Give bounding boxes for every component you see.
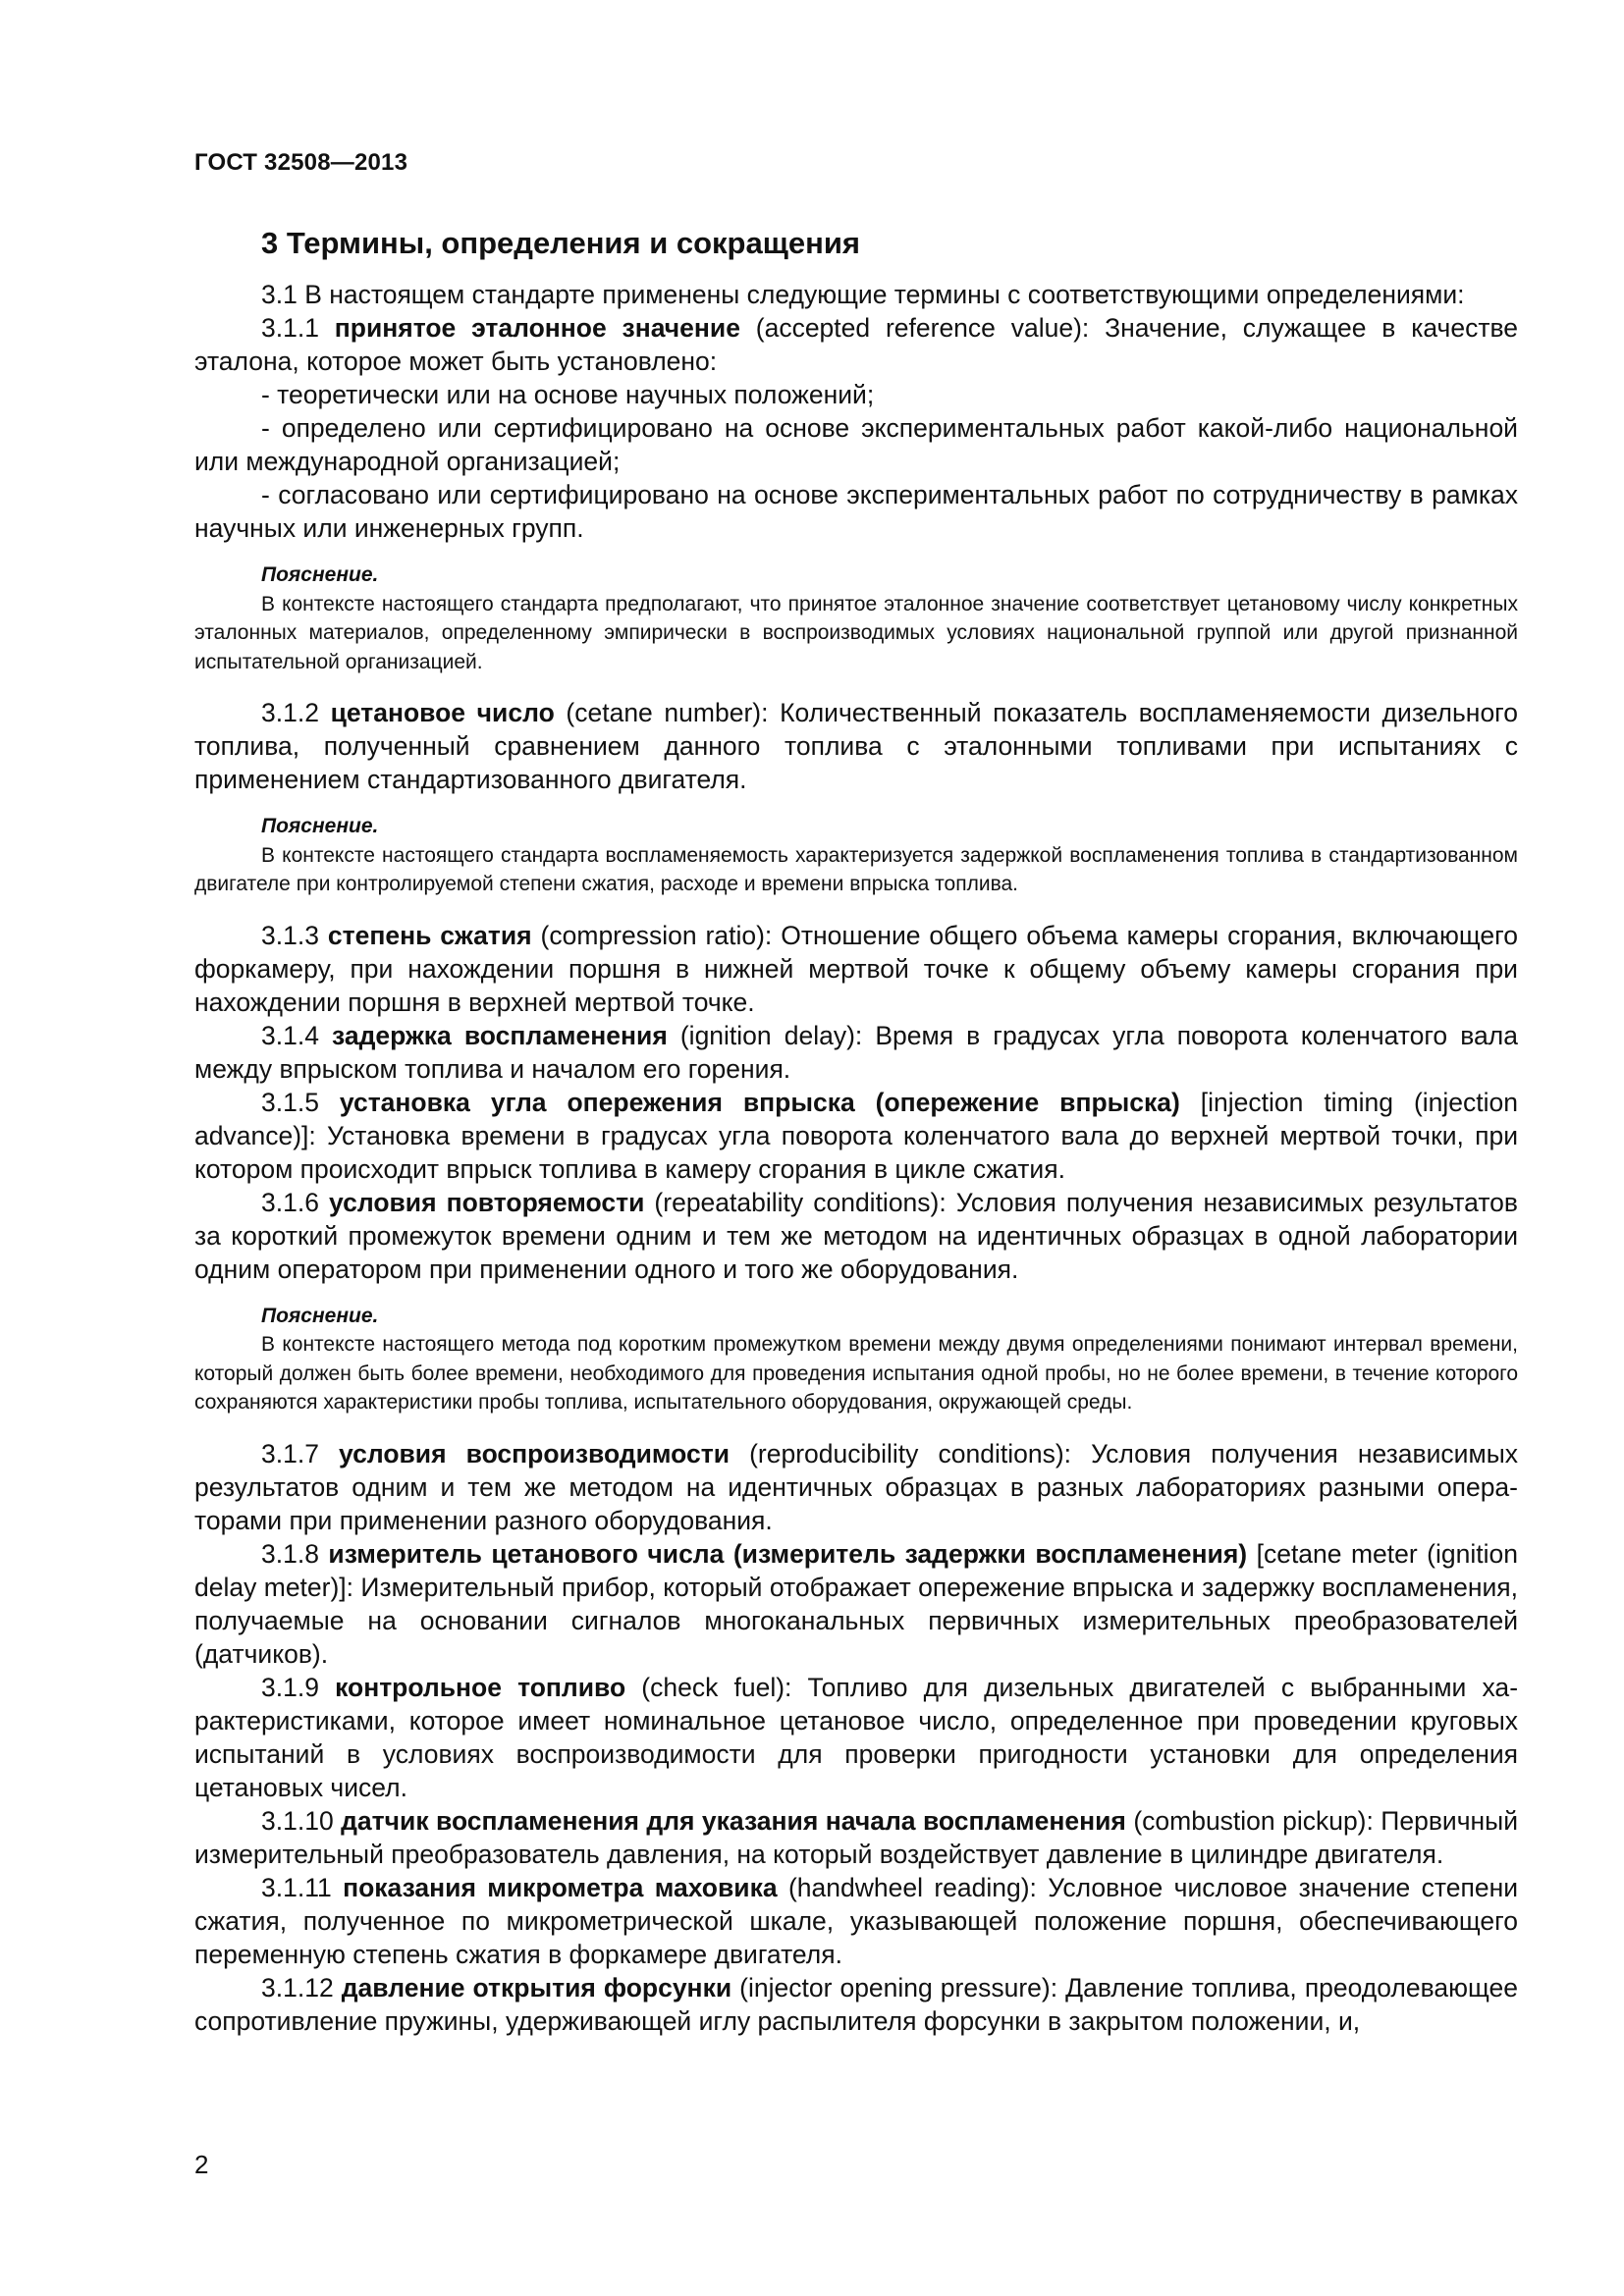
term-3-1-1	[194, 311, 1518, 378]
term-name: принятое эталонное значение	[334, 313, 740, 343]
list-item: - теоретически или на основе научных положений;	[261, 380, 875, 409]
note-2	[194, 812, 1518, 899]
term-definition: (combustion pickup): Первичный измерительный преобразователь давления, на который воздействует давление в цилиндре двигателя.	[194, 1805, 1518, 1869]
note-text: В контексте настоящего стандарта воспламеняемость характеризуется задержкой воспламенения топлива в стандартизованном двигателе при контролируемой степени сжатия, расходе и времени впрыска топлива.	[194, 843, 1518, 895]
term-name: установка угла опережения впрыска (опережение впрыска)	[339, 1087, 1180, 1117]
term-number: 3.1.8	[261, 1538, 329, 1569]
note-3	[194, 1302, 1518, 1417]
term-number: 3.1.4	[261, 1020, 333, 1050]
term-definition: (cetane number): Количественный показатель воспламеняемости дизельного топлива, полученный сравнением данного топлива с эталонными топливами при испытаниях с применением стандартизованного двигателя.	[194, 698, 1518, 794]
term-definition: (compression ratio): Отношение общего объема камеры сгорания, включающего форкамеру, при нахождении поршня в нижней мертвой точке к общему объему камеры сгорания при нахождении поршня в верхней мертвой точке.	[194, 920, 1518, 1017]
term-3-1-10	[194, 1804, 1518, 1871]
term-number: 3.1.7	[261, 1438, 340, 1468]
term-definition: [injection timing (injection advance)]: Установка времени в градусах угла поворота коленчатого вала до верхней мертвой точки, при котором происходит впрыск топлива в камеру сгорания в цикле сжатия.	[194, 1087, 1519, 1184]
term-number: 3.1.10	[261, 1805, 342, 1836]
page-number: 2	[194, 2150, 209, 2179]
intro-paragraph: 3.1 В настоящем стандарте применены следующие термины с соответствующими определениями:	[261, 280, 1465, 309]
term-name: измеритель цетанового числа (измеритель задержки воспламенения)	[328, 1538, 1248, 1569]
term-definition: (injector opening pressure): Давление топлива, преодолевающее сопротивление пружины, удерживающей иглу распылителя форсунки в закрытом положении, и,	[194, 1972, 1518, 2036]
note-1	[194, 561, 1518, 676]
term-name: задержка воспламенения	[332, 1020, 668, 1050]
term-3-1-3	[194, 919, 1518, 1019]
note-heading: Пояснение.	[261, 815, 379, 837]
term-definition: (check fuel): Топливо для дизельных двигателей с выбранными характеристиками, которое имеет номинальное цетановое число, определенное при проведении круговых испытаний в условиях воспроизводимости для проверки пригодности установки для определения цетановых чисел.	[194, 1672, 1519, 1802]
term-definition: (ignition delay): Время в градусах угла поворота коленчатого вала между впрыском топлива и началом его горения.	[194, 1020, 1518, 1084]
term-definition: (accepted reference value): Значение, служащее в качестве эталона, которое может быть установлено:	[194, 313, 1518, 376]
term-number: 3.1.6	[261, 1187, 330, 1217]
term-number: 3.1.5	[261, 1087, 340, 1117]
term-3-1-4	[194, 1019, 1518, 1086]
term-3-1-11	[194, 1871, 1518, 1971]
term-number: 3.1.9	[261, 1672, 336, 1702]
term-name: цетановое число	[330, 698, 555, 727]
term-name: датчик воспламенения для указания начала воспламенения	[341, 1805, 1126, 1836]
term-name: условия воспроизводимости	[339, 1438, 731, 1468]
term-3-1-2	[194, 696, 1518, 796]
term-3-1-8	[194, 1537, 1518, 1671]
list-item: - согласовано или сертифицировано на основе экспериментальных работ по сотрудничеству в рамках научных или инженерных групп.	[194, 480, 1518, 543]
term-3-1-9	[194, 1671, 1518, 1804]
term-name: условия повторяемости	[329, 1187, 645, 1217]
term-3-1-6	[194, 1186, 1518, 1286]
note-heading: Пояснение.	[261, 563, 379, 586]
term-number: 3.1.12	[261, 1972, 342, 2002]
list-item: - определено или сертифицировано на основе экспериментальных работ какой-либо национальной или международной организацией;	[194, 413, 1518, 476]
document-body	[194, 278, 1518, 2038]
term-3-1-7	[194, 1437, 1518, 1537]
term-number: 3.1.2	[261, 698, 331, 727]
term-3-1-12	[194, 1971, 1518, 2038]
note-heading: Пояснение.	[261, 1304, 379, 1327]
term-name: показания микрометра маховика	[343, 1872, 778, 1902]
term-number: 3.1.1	[261, 313, 335, 343]
term-definition: (repeatability conditions): Условия получения независимых результатов за короткий промежуток времени одним и тем же методом на идентичных образцах в одной лаборатории одним оператором при применении одного и того же оборудования.	[194, 1187, 1518, 1284]
term-definition: (reproducibility conditions): Условия получения независимых результатов одним и тем же методом на идентичных образцах в разных лабораториях разными операторами при применении разного оборудования.	[194, 1438, 1518, 1535]
note-text: В контексте настоящего метода под коротким промежутком времени между двумя определениями понимают интервал времени, который должен быть более времени, необходимого для проведения испытания одной пробы, но не более времени, в течение которого сохраняются характеристики пробы топлива, испытательного оборудования, окружающей среды.	[194, 1333, 1518, 1414]
term-name: степень сжатия	[327, 920, 532, 950]
document-id: ГОСТ 32508—2013	[194, 149, 408, 176]
term-definition: [cetane meter (ignition delay meter)]: Измерительный прибор, который отображает опережение впрыска и задержку воспламенения, получаемые на основании сигналов многоканальных первичных измерительных преобразователей (датчиков).	[194, 1538, 1518, 1669]
term-3-1-5	[194, 1086, 1518, 1186]
term-name: контрольное топливо	[335, 1672, 626, 1702]
term-name: давление открытия форсунки	[341, 1972, 732, 2002]
term-number: 3.1.11	[261, 1872, 344, 1902]
term-definition: (handwheel reading): Условное числовое значение степени сжатия, полученное по микрометрической шкале, указывающей положение поршня, обеспечивающего переменную степень сжатия в форкамере двигателя.	[194, 1872, 1519, 1969]
note-text: В контексте настоящего стандарта предполагают, что принятое эталонное значение соответствует цетановому числу конкретных эталонных материалов, определенному эмпирически в воспроизводимых условиях национальной группой или другой признанной испытательной организацией.	[194, 592, 1518, 673]
section-title: 3 Термины, определения и сокращения	[261, 226, 860, 260]
term-number: 3.1.3	[261, 920, 328, 950]
